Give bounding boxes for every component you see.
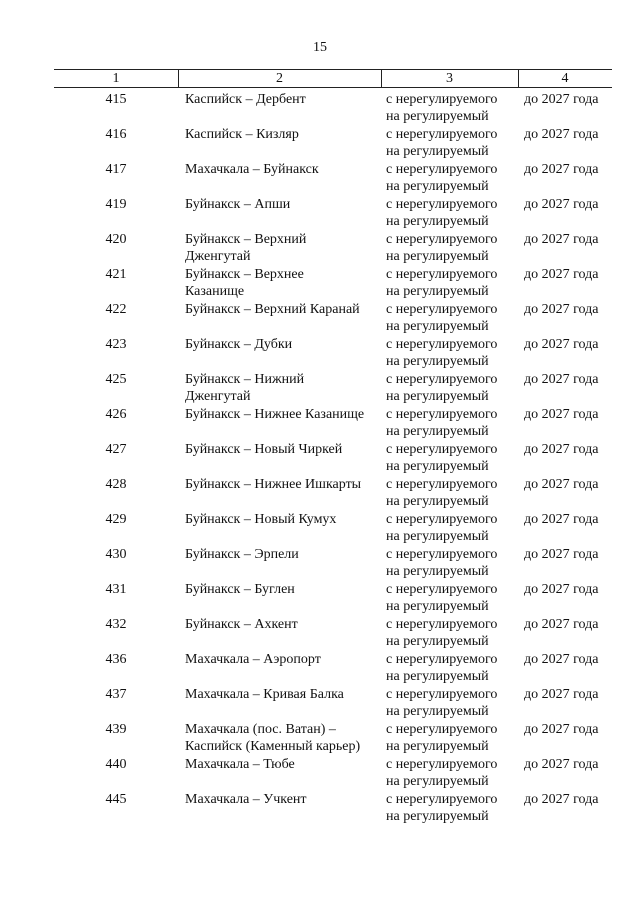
deadline: до 2027 года <box>524 722 599 737</box>
table-row <box>54 440 612 475</box>
tariff-change-line: на регулируемый <box>386 739 489 754</box>
route-number: 422 <box>105 302 127 317</box>
tariff-change-line: на регулируемый <box>386 494 489 509</box>
route-name <box>185 651 381 668</box>
tariff-change-line: на регулируемый <box>386 354 489 369</box>
route-name-line: Буйнакск – Верхний Каранай <box>185 302 360 317</box>
tariff-change <box>386 651 520 685</box>
route-name-line: Буйнакск – Верхний <box>185 232 307 247</box>
deadline: до 2027 года <box>524 232 599 247</box>
deadline: до 2027 года <box>524 197 599 212</box>
deadline: до 2027 года <box>524 372 599 387</box>
tariff-change-line: на регулируемый <box>386 669 489 684</box>
tariff-change-line: с нерегулируемого <box>386 477 498 492</box>
tariff-change-line: с нерегулируемого <box>386 512 498 527</box>
tariff-change-line: на регулируемый <box>386 774 489 789</box>
tariff-change-line: на регулируемый <box>386 284 489 299</box>
deadline: до 2027 года <box>524 512 599 527</box>
column-header-2: 2 <box>276 71 283 86</box>
route-number: 437 <box>105 687 127 702</box>
route-name-line: Казанище <box>185 284 245 299</box>
deadline: до 2027 года <box>524 127 599 142</box>
deadline: до 2027 года <box>524 617 599 632</box>
tariff-change <box>386 91 520 125</box>
table-row <box>54 580 612 615</box>
tariff-change-line: на регулируемый <box>386 179 489 194</box>
tariff-change-line: с нерегулируемого <box>386 197 498 212</box>
route-name <box>185 231 381 265</box>
tariff-change-line: на регулируемый <box>386 249 489 264</box>
tariff-change-line: на регулируемый <box>386 319 489 334</box>
route-name <box>185 721 381 755</box>
table-row <box>54 265 612 300</box>
route-name <box>185 406 381 423</box>
table-row <box>54 125 612 160</box>
deadline: до 2027 года <box>524 162 599 177</box>
route-name-line: Буйнакск – Буглен <box>185 582 295 597</box>
route-number: 430 <box>105 547 127 562</box>
route-number: 420 <box>105 232 127 247</box>
table-row <box>54 510 612 545</box>
tariff-change-line: на регулируемый <box>386 809 489 824</box>
tariff-change-line: на регулируемый <box>386 529 489 544</box>
deadline: до 2027 года <box>524 582 599 597</box>
table-row <box>54 545 612 580</box>
deadline: до 2027 года <box>524 792 599 807</box>
column-header-3: 3 <box>446 71 453 86</box>
table-row <box>54 755 612 790</box>
deadline: до 2027 года <box>524 477 599 492</box>
tariff-change <box>386 686 520 720</box>
route-name <box>185 371 381 405</box>
tariff-change <box>386 511 520 545</box>
tariff-change <box>386 406 520 440</box>
tariff-change-line: на регулируемый <box>386 459 489 474</box>
route-name-line: Буйнакск – Дубки <box>185 337 293 352</box>
route-name-line: Дженгутай <box>185 249 251 264</box>
route-name-line: Буйнакск – Апши <box>185 197 291 212</box>
route-name <box>185 476 381 493</box>
tariff-change <box>386 161 520 195</box>
tariff-change <box>386 581 520 615</box>
tariff-change-line: на регулируемый <box>386 634 489 649</box>
tariff-change-line: с нерегулируемого <box>386 617 498 632</box>
tariff-change <box>386 266 520 300</box>
table-row <box>54 90 612 125</box>
tariff-change <box>386 791 520 825</box>
table-row <box>54 790 612 825</box>
route-name <box>185 301 381 318</box>
tariff-change <box>386 371 520 405</box>
table-row <box>54 685 612 720</box>
route-name-line: Каспийск – Кизляр <box>185 127 299 142</box>
deadline: до 2027 года <box>524 407 599 422</box>
route-name <box>185 336 381 353</box>
route-number: 431 <box>105 582 127 597</box>
route-number: 439 <box>105 722 127 737</box>
deadline: до 2027 года <box>524 267 599 282</box>
tariff-change-line: на регулируемый <box>386 599 489 614</box>
route-number: 429 <box>105 512 127 527</box>
route-name <box>185 756 381 773</box>
table-header <box>54 69 612 88</box>
deadline: до 2027 года <box>524 757 599 772</box>
route-name-line: Махачкала – Тюбе <box>185 757 295 772</box>
route-name <box>185 196 381 213</box>
route-number: 415 <box>105 92 127 107</box>
route-name-line: Махачкала – Буйнакск <box>185 162 319 177</box>
route-name <box>185 161 381 178</box>
table-row <box>54 475 612 510</box>
tariff-change-line: на регулируемый <box>386 144 489 159</box>
table-row <box>54 195 612 230</box>
deadline: до 2027 года <box>524 92 599 107</box>
tariff-change <box>386 756 520 790</box>
route-name-line: Буйнакск – Новый Кумух <box>185 512 337 527</box>
tariff-change-line: с нерегулируемого <box>386 652 498 667</box>
column-header-4: 4 <box>561 71 569 86</box>
route-number: 421 <box>105 267 127 282</box>
route-number: 440 <box>105 757 127 772</box>
tariff-change <box>386 721 520 755</box>
route-number: 425 <box>105 372 127 387</box>
route-number: 419 <box>105 197 127 212</box>
column-header-1: 1 <box>112 71 120 86</box>
route-number: 445 <box>105 792 127 807</box>
route-number: 428 <box>105 477 127 492</box>
table-row <box>54 230 612 265</box>
tariff-change-line: с нерегулируемого <box>386 582 498 597</box>
route-name-line: Буйнакск – Новый Чиркей <box>185 442 343 457</box>
route-name <box>185 511 381 528</box>
tariff-change-line: на регулируемый <box>386 424 489 439</box>
tariff-change-line: с нерегулируемого <box>386 547 498 562</box>
route-name <box>185 546 381 563</box>
tariff-change-line: на регулируемый <box>386 704 489 719</box>
deadline: до 2027 года <box>524 302 599 317</box>
table-row <box>54 335 612 370</box>
route-name <box>185 91 381 108</box>
route-name-line: Дженгутай <box>185 389 251 404</box>
tariff-change <box>386 231 520 265</box>
tariff-change-line: с нерегулируемого <box>386 442 498 457</box>
route-name-line: Каспийск – Дербент <box>185 92 306 107</box>
tariff-change-line: с нерегулируемого <box>386 92 498 107</box>
route-number: 436 <box>105 652 127 667</box>
tariff-change-line: с нерегулируемого <box>386 372 498 387</box>
route-name-line: Буйнакск – Верхнее <box>185 267 304 282</box>
tariff-change-line: с нерегулируемого <box>386 337 498 352</box>
tariff-change <box>386 126 520 160</box>
route-name <box>185 581 381 598</box>
route-name-line: Буйнакск – Нижнее Ишкарты <box>185 477 362 492</box>
tariff-change-line: на регулируемый <box>386 214 489 229</box>
deadline: до 2027 года <box>524 337 599 352</box>
tariff-change <box>386 616 520 650</box>
route-number: 416 <box>105 127 127 142</box>
route-name-line: Махачкала – Учкент <box>185 792 307 807</box>
tariff-change-line: с нерегулируемого <box>386 232 498 247</box>
route-number: 417 <box>105 162 127 177</box>
tariff-change-line: на регулируемый <box>386 389 489 404</box>
route-name-line: Махачкала – Кривая Балка <box>185 687 344 702</box>
table-row <box>54 650 612 685</box>
route-name <box>185 616 381 633</box>
route-name <box>185 126 381 143</box>
tariff-change-line: с нерегулируемого <box>386 302 498 317</box>
route-name-line: Махачкала (пос. Ватан) – <box>185 722 336 737</box>
tariff-change-line: с нерегулируемого <box>386 722 498 737</box>
tariff-change-line: с нерегулируемого <box>386 757 498 772</box>
route-name <box>185 791 381 808</box>
route-name-line: Каспийск (Каменный карьер) <box>185 739 361 754</box>
route-number: 426 <box>105 407 127 422</box>
route-name <box>185 686 381 703</box>
route-name <box>185 266 381 300</box>
table-row <box>54 405 612 440</box>
tariff-change-line: с нерегулируемого <box>386 127 498 142</box>
route-name-line: Буйнакск – Эрпели <box>185 547 299 562</box>
route-name-line: Буйнакск – Нижний <box>185 372 305 387</box>
table-row <box>54 370 612 405</box>
page-number: 15 <box>313 40 327 55</box>
tariff-change <box>386 336 520 370</box>
table-row <box>54 615 612 650</box>
deadline: до 2027 года <box>524 652 599 667</box>
tariff-change <box>386 476 520 510</box>
deadline: до 2027 года <box>524 687 599 702</box>
deadline: до 2027 года <box>524 442 599 457</box>
table-row <box>54 300 612 335</box>
tariff-change <box>386 301 520 335</box>
table-row <box>54 720 612 755</box>
table-row <box>54 160 612 195</box>
tariff-change-line: с нерегулируемого <box>386 687 498 702</box>
route-name-line: Махачкала – Аэропорт <box>185 652 321 667</box>
route-name-line: Буйнакск – Ахкент <box>185 617 298 632</box>
route-name <box>185 441 381 458</box>
tariff-change <box>386 196 520 230</box>
tariff-change-line: на регулируемый <box>386 564 489 579</box>
tariff-change-line: с нерегулируемого <box>386 267 498 282</box>
route-name-line: Буйнакск – Нижнее Казанище <box>185 407 365 422</box>
table-body <box>54 90 612 825</box>
route-number: 432 <box>105 617 127 632</box>
tariff-change-line: на регулируемый <box>386 109 489 124</box>
route-number: 423 <box>105 337 127 352</box>
tariff-change <box>386 441 520 475</box>
tariff-change-line: с нерегулируемого <box>386 407 498 422</box>
deadline: до 2027 года <box>524 547 599 562</box>
tariff-change-line: с нерегулируемого <box>386 792 498 807</box>
tariff-change-line: с нерегулируемого <box>386 162 498 177</box>
route-number: 427 <box>105 442 127 457</box>
tariff-change <box>386 546 520 580</box>
